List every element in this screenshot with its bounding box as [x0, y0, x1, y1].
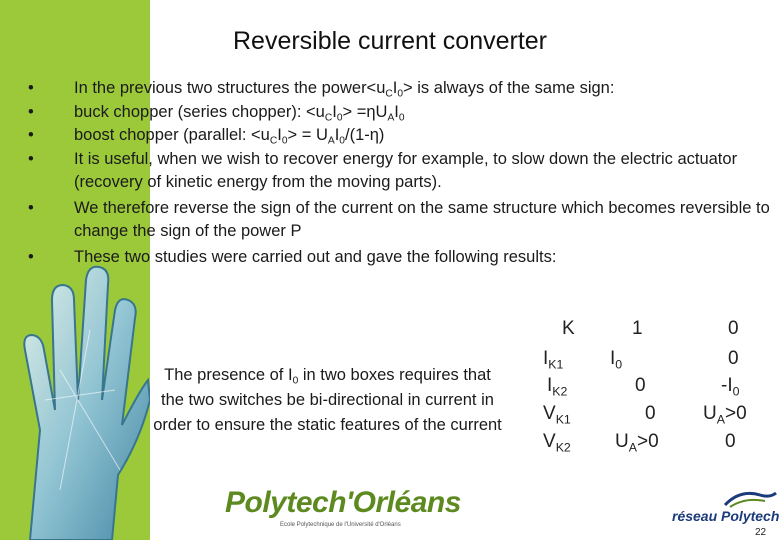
table-cell-k0: $-I_0$: [721, 375, 740, 399]
bullet-list: [28, 77, 773, 269]
bullet-text: boost chopper (parallel: $<u_CI_0> = U_AI_0/(1-\eta)$: [74, 126, 385, 147]
table-cell-k0: 0: [728, 348, 739, 369]
table-row-label: $V_{K2}$: [543, 431, 571, 455]
bullet-item: [28, 77, 773, 101]
table-cell-k1: $U_A>0$: [615, 431, 659, 455]
page-number: 22: [755, 527, 767, 538]
table-cell-k0: $U_A>0$: [703, 403, 747, 427]
table-cell-k1: $I_0$: [610, 348, 623, 372]
note-line-1: The presence of $I_0$ in two boxes requires that: [164, 366, 491, 387]
table-cell-k1: 0: [645, 403, 656, 424]
bullet-marker: •: [28, 149, 34, 168]
bullet-item: [28, 101, 773, 125]
bullet-text: buck chopper (series chopper): $<u_CI_0> =\eta U_AI_0$: [74, 102, 405, 124]
hand-graphic: [0, 240, 150, 540]
bullet-item: [28, 124, 773, 148]
bullet-marker: •: [28, 102, 34, 121]
bullet-item: [28, 246, 773, 270]
polytech-logo: Polytech'Orléans Ecole Polytechnique de l'Université d'Orléans: [225, 486, 461, 528]
bullet-text: In the previous two structures the $power<u_CI_0>$ is always of the same sign:: [74, 79, 615, 100]
results-table: [535, 315, 780, 465]
bullet-text: We therefore reverse the sign of the current on the same structure which becomes reversible to change the sign of the power P: [74, 198, 770, 240]
slide-title: Reversible current converter: [232, 27, 547, 55]
note-text: [130, 363, 525, 438]
table-row-label: $V_{K1}$: [543, 403, 571, 427]
network-emblem-icon: [720, 487, 780, 509]
table-row-label: $I_{K2}$: [547, 375, 568, 399]
bullet-item: [28, 197, 773, 244]
bullet-marker: •: [28, 247, 34, 266]
note-line-3: order to ensure the static features of the current: [153, 416, 502, 434]
table-row-label: $I_{K1}$: [543, 348, 564, 372]
note-line-2: the two switches be bi-directional in current in: [161, 391, 494, 409]
bullet-marker: •: [28, 79, 34, 97]
bullet-text: It is useful, when we wish to recover energy for example, to slow down the electric actuator (recovery of kinetic energy from the moving parts).: [74, 149, 738, 191]
table-cell-k1: 0: [635, 375, 646, 396]
table-header-1: 1: [632, 318, 643, 339]
network-label: réseau Polytech: [672, 508, 780, 524]
table-header-k: K: [562, 318, 575, 339]
bullet-item: [28, 148, 773, 195]
bullet-marker: •: [28, 198, 34, 217]
table-header-0: 0: [728, 318, 739, 339]
bullet-marker: •: [28, 126, 34, 144]
table-cell-k0: 0: [725, 431, 736, 452]
bullet-text: These two studies were carried out and gave the following results:: [74, 247, 557, 266]
